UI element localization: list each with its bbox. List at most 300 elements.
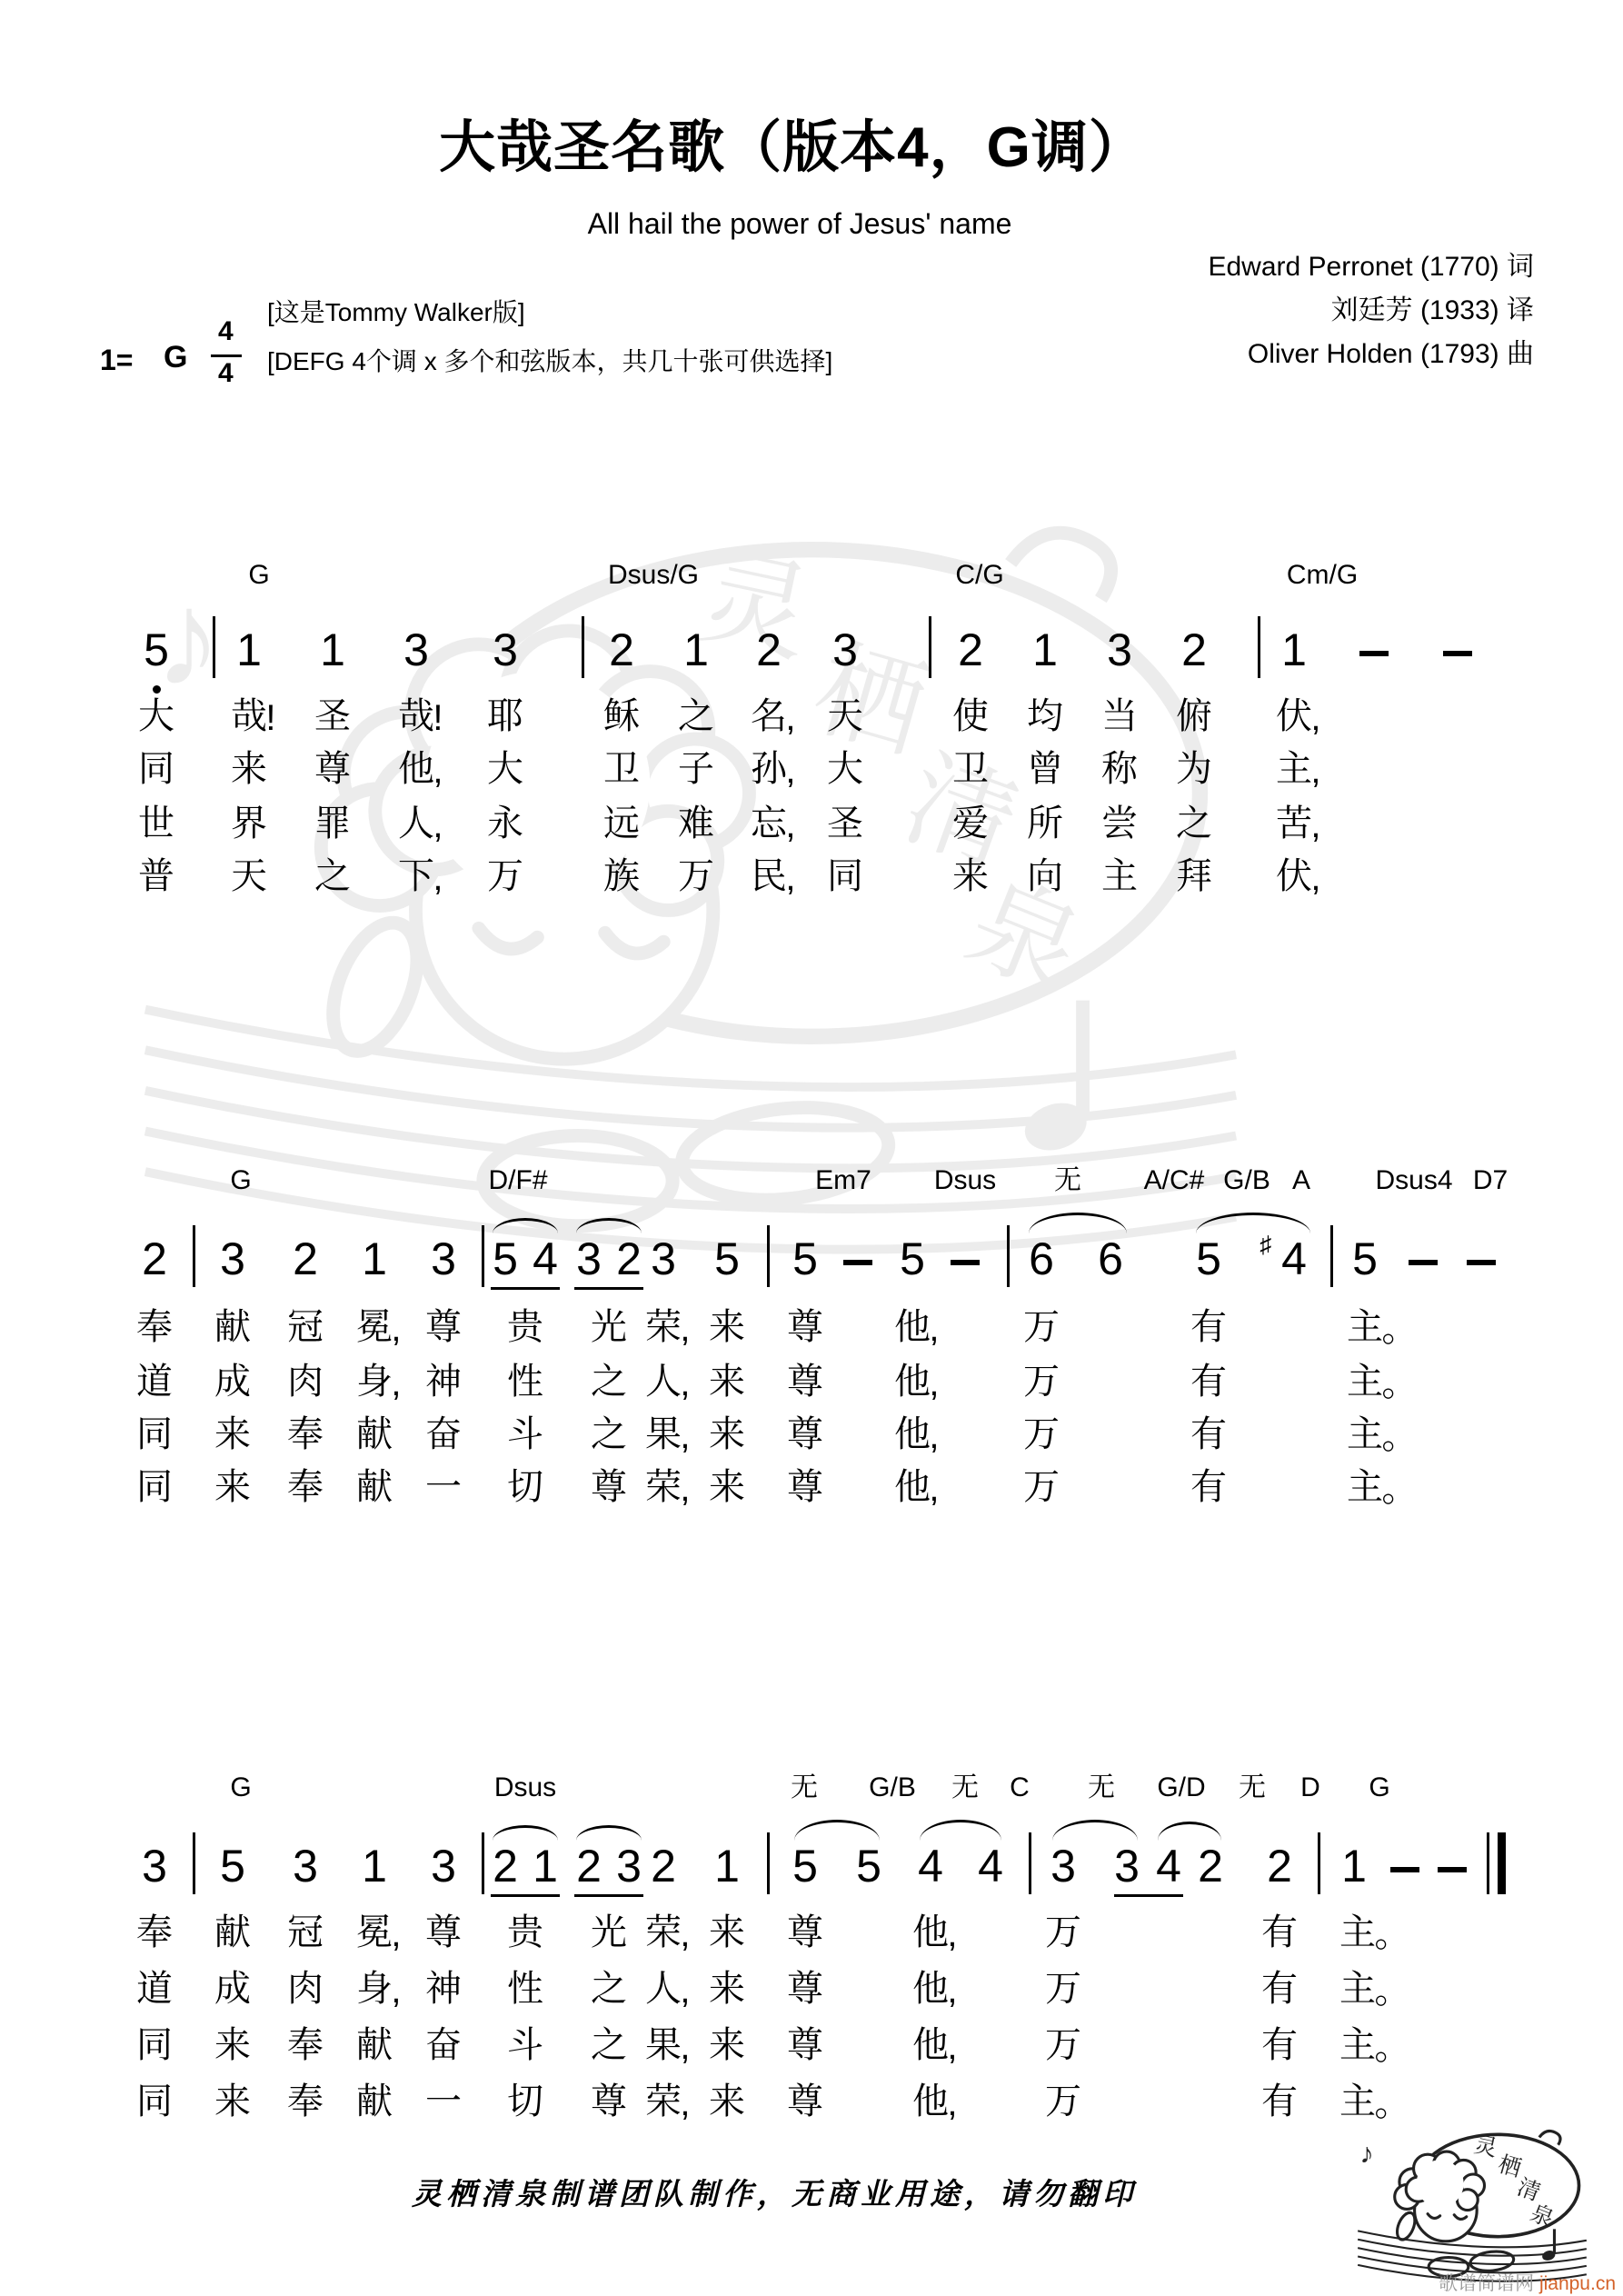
chord-label: Dsus/G bbox=[607, 560, 700, 590]
lyric-char bbox=[645, 2081, 691, 2123]
eighth-beam-underline bbox=[574, 1287, 643, 1290]
lyric-char-glyph: 尊 bbox=[787, 1912, 823, 1952]
lyric-char-glyph: 斗 bbox=[507, 2025, 543, 2065]
barline bbox=[213, 616, 215, 678]
barline bbox=[193, 1832, 195, 1894]
note-digit: ♯ 4 bbox=[1260, 1231, 1307, 1284]
lyric-char-glyph: 之 bbox=[591, 1362, 627, 1402]
lyric-char bbox=[138, 805, 174, 842]
lyric-char bbox=[603, 698, 640, 734]
lyric-char bbox=[231, 805, 267, 842]
lyric-punctuation: , bbox=[680, 1971, 691, 2011]
watermark-domain: jianpu.cn bbox=[1538, 2273, 1616, 2294]
lyric-char bbox=[487, 805, 523, 842]
lyric-char-glyph: 普 bbox=[138, 856, 174, 896]
lyric-char bbox=[678, 858, 714, 894]
lyric-char bbox=[398, 804, 443, 845]
lyric-char bbox=[356, 1469, 393, 1505]
lyric-char-glyph: 尊 bbox=[787, 2025, 823, 2065]
lyric-char-glyph: 族 bbox=[603, 856, 640, 896]
lyric-punctuation: , bbox=[391, 1363, 402, 1403]
note-digit: 3 bbox=[616, 1841, 642, 1892]
lyric-char bbox=[1339, 2025, 1411, 2067]
lyric-char-glyph: 切 bbox=[507, 1467, 543, 1507]
lyric-char-glyph: 一 bbox=[425, 2081, 462, 2121]
lyric-char-glyph: 忘 bbox=[751, 804, 787, 844]
lyric-char bbox=[1190, 1363, 1227, 1400]
key-signature-prefix: 1= bbox=[100, 344, 134, 376]
lyric-char-glyph: 贵 bbox=[507, 1307, 543, 1347]
lyric-char-glyph: 荣 bbox=[645, 1467, 682, 1507]
lyric-char bbox=[1261, 1914, 1298, 1951]
lyric-char bbox=[952, 805, 989, 842]
lyric-char-glyph: 尊 bbox=[787, 1969, 823, 2009]
lyric-char-glyph: 之 bbox=[1176, 804, 1212, 844]
lyric-punctuation: , bbox=[680, 2027, 691, 2067]
lyric-char-glyph: 有 bbox=[1190, 1414, 1227, 1454]
lyric-char-glyph: 身 bbox=[356, 1969, 393, 2009]
lyric-char-glyph: 荣 bbox=[645, 1307, 682, 1347]
lyric-char-glyph: 苦 bbox=[1276, 804, 1312, 844]
eighth-beam-underline bbox=[491, 1894, 560, 1897]
note-digit: 3 bbox=[431, 1841, 456, 1892]
lyric-char bbox=[678, 698, 714, 734]
lyric-char bbox=[751, 696, 796, 738]
lyric-char-glyph: 有 bbox=[1190, 1307, 1227, 1347]
lyric-char bbox=[1176, 858, 1212, 894]
lyric-char bbox=[1176, 698, 1212, 734]
lyric-char-glyph: 冠 bbox=[287, 1912, 324, 1952]
lyric-char bbox=[1176, 751, 1212, 787]
lyric-char bbox=[214, 2027, 251, 2063]
lyric-char bbox=[591, 1309, 627, 1345]
version-note: [这是Tommy Walker版] bbox=[267, 298, 525, 326]
lyric-char-glyph: 万 bbox=[1045, 1912, 1081, 1952]
note-digit: 2 bbox=[609, 624, 634, 675]
lyric-char bbox=[1190, 1469, 1227, 1505]
lyric-char bbox=[425, 2083, 462, 2120]
lyric-char bbox=[591, 1416, 627, 1452]
lyric-char bbox=[356, 1307, 402, 1349]
lyric-punctuation: , bbox=[785, 751, 796, 791]
lyric-char bbox=[645, 1307, 691, 1349]
chord-label: Dsus bbox=[493, 1772, 557, 1802]
lyric-char-glyph: 来 bbox=[231, 749, 267, 789]
lyric-char bbox=[751, 749, 796, 791]
lyric-char bbox=[1045, 1971, 1081, 2007]
lyric-char bbox=[645, 1467, 691, 1509]
lyric-char bbox=[136, 1309, 173, 1345]
lyric-char bbox=[709, 2027, 745, 2063]
slur-tie-arc bbox=[1158, 1822, 1221, 1841]
note-digit: 3 bbox=[431, 1233, 456, 1284]
lyric-char bbox=[645, 2025, 691, 2067]
lyric-char-glyph: 果 bbox=[645, 1414, 682, 1454]
lyric-char bbox=[1347, 1414, 1419, 1456]
lyric-char-glyph: 冕 bbox=[356, 1912, 393, 1952]
lyric-char-glyph: 献 bbox=[356, 1414, 393, 1454]
chord-label: 无 bbox=[951, 1772, 979, 1802]
lyric-char-glyph: 他 bbox=[894, 1414, 931, 1454]
lyric-punctuation: , bbox=[1310, 698, 1321, 738]
lyric-char-glyph: 远 bbox=[603, 804, 640, 844]
note-digit: 2 bbox=[493, 1841, 518, 1892]
lyric-punctuation: , bbox=[947, 2083, 958, 2123]
lyric-char-glyph: 来 bbox=[709, 1414, 745, 1454]
lyric-char-glyph: 主 bbox=[1339, 1969, 1376, 2009]
lyric-char-glyph: 性 bbox=[507, 1969, 543, 2009]
lyric-char bbox=[398, 696, 443, 738]
lyric-char-glyph: 荣 bbox=[645, 2081, 682, 2121]
chord-label: C bbox=[1010, 1772, 1030, 1802]
page-title: 大哉圣名歌（版本4，G调） bbox=[439, 116, 1146, 179]
note-digit: 2 bbox=[616, 1233, 642, 1284]
lyric-char-glyph: 有 bbox=[1261, 1969, 1298, 2009]
note-digit: 3 bbox=[293, 1841, 318, 1892]
note-digit: 3 bbox=[832, 624, 858, 675]
lyric-char bbox=[751, 804, 796, 845]
lyric-char bbox=[231, 858, 267, 894]
lyric-char-glyph: 万 bbox=[1045, 1969, 1081, 2009]
chord-label: G/B bbox=[1223, 1165, 1270, 1195]
lyric-char-glyph: 他 bbox=[912, 2081, 949, 2121]
lyric-char-glyph: 卫 bbox=[603, 749, 640, 789]
lyric-char bbox=[507, 1416, 543, 1452]
lyric-char-glyph: 为 bbox=[1176, 749, 1212, 789]
lyric-char-glyph: 主 bbox=[1339, 2025, 1376, 2065]
lyric-punctuation: , bbox=[947, 1914, 958, 1954]
lyric-punctuation: , bbox=[785, 698, 796, 738]
lyric-char-glyph: 圣 bbox=[314, 696, 351, 736]
lyric-char-glyph: 伏 bbox=[1276, 856, 1312, 896]
note-digit: 1 bbox=[1341, 1841, 1367, 1892]
sheep-logo bbox=[1354, 2127, 1590, 2292]
barline bbox=[482, 1832, 484, 1894]
lyric-punctuation: , bbox=[785, 858, 796, 898]
barline bbox=[1029, 1832, 1031, 1894]
lyric-char bbox=[591, 2027, 627, 2063]
barline bbox=[767, 1225, 770, 1287]
lyric-char-glyph: 有 bbox=[1261, 2025, 1298, 2065]
duration-dash bbox=[1438, 1867, 1467, 1872]
note-digit: 3 bbox=[403, 624, 429, 675]
lyric-char bbox=[136, 1416, 173, 1452]
lyric-char-glyph: 主 bbox=[1347, 1307, 1383, 1347]
lyric-char-glyph: 万 bbox=[1023, 1414, 1060, 1454]
lyric-char bbox=[1101, 751, 1138, 787]
lyric-char bbox=[952, 751, 989, 787]
lyric-char bbox=[678, 751, 714, 787]
lyric-char bbox=[1045, 2083, 1081, 2120]
lyric-char-glyph: 大 bbox=[487, 749, 523, 789]
lyric-punctuation: 。 bbox=[1374, 2083, 1411, 2123]
note-digit: 5 bbox=[220, 1841, 245, 1892]
lyric-char-glyph: 成 bbox=[214, 1362, 251, 1402]
lyric-char bbox=[1276, 749, 1321, 791]
lyric-char-glyph: 贵 bbox=[507, 1912, 543, 1952]
lyric-char bbox=[912, 2081, 958, 2123]
chord-label: Cm/G bbox=[1286, 560, 1359, 590]
slur-tie-arc bbox=[920, 1820, 1001, 1841]
slur-tie-arc bbox=[493, 1825, 558, 1841]
note-digit: 5 bbox=[792, 1233, 818, 1284]
chord-label: 无 bbox=[1088, 1772, 1115, 1802]
barline bbox=[193, 1225, 195, 1287]
lyric-char-glyph: 大 bbox=[138, 696, 174, 736]
lyric-punctuation: 。 bbox=[1374, 2027, 1411, 2067]
lyric-char-glyph: 难 bbox=[678, 804, 714, 844]
lyric-punctuation: , bbox=[391, 1971, 402, 2011]
lyric-char-glyph: 人 bbox=[398, 804, 434, 844]
note-digit: 5 bbox=[856, 1841, 881, 1892]
barline bbox=[582, 616, 584, 678]
lyric-char bbox=[894, 1307, 940, 1349]
lyric-char-glyph: 献 bbox=[214, 1912, 251, 1952]
credit-translator: 刘廷芳 (1933) 译 bbox=[1330, 295, 1534, 325]
lyric-char bbox=[136, 1363, 173, 1400]
lyric-char-glyph: 尊 bbox=[787, 2081, 823, 2121]
lyric-char-glyph: 主 bbox=[1339, 2081, 1376, 2121]
slur-tie-arc bbox=[794, 1820, 880, 1841]
lyric-char bbox=[425, 1416, 462, 1452]
lyric-char bbox=[1101, 858, 1138, 894]
lyric-punctuation: 。 bbox=[1374, 1914, 1411, 1954]
site-watermark bbox=[1439, 2269, 1616, 2296]
lyric-char-glyph: 切 bbox=[507, 2081, 543, 2121]
lyric-char-glyph: 他 bbox=[894, 1467, 931, 1507]
lyric-char bbox=[1339, 1969, 1411, 2011]
note-digit: 1 bbox=[320, 624, 345, 675]
lyric-char bbox=[591, 1971, 627, 2007]
note-digit: 1 bbox=[362, 1233, 387, 1284]
lyric-char bbox=[1190, 1416, 1227, 1452]
lyric-char bbox=[787, 1309, 823, 1345]
lyric-char-glyph: 均 bbox=[1027, 696, 1063, 736]
lyric-char bbox=[425, 1469, 462, 1505]
lyric-char bbox=[136, 2083, 173, 2120]
lyric-char bbox=[136, 2027, 173, 2063]
lyric-char-glyph: 道 bbox=[136, 1362, 173, 1402]
slur-tie-arc bbox=[1029, 1213, 1127, 1233]
lyric-char bbox=[952, 858, 989, 894]
chord-label: G/D bbox=[1157, 1772, 1206, 1802]
lyric-char bbox=[398, 856, 443, 898]
eighth-beam-underline bbox=[1114, 1894, 1183, 1897]
lyric-punctuation: , bbox=[929, 1469, 940, 1509]
lyric-punctuation: , bbox=[433, 805, 443, 845]
lyric-char bbox=[912, 2025, 958, 2067]
note-digit: 3 bbox=[1050, 1841, 1076, 1892]
lyric-char-glyph: 当 bbox=[1101, 696, 1138, 736]
chord-label: 无 bbox=[791, 1772, 818, 1802]
lyric-punctuation: , bbox=[929, 1363, 940, 1403]
lyric-punctuation: 。 bbox=[1374, 1971, 1411, 2011]
note-digit: 1 bbox=[1032, 624, 1058, 675]
lyric-punctuation: , bbox=[785, 805, 796, 845]
lyric-punctuation: , bbox=[947, 2027, 958, 2067]
note-digit: 3 bbox=[651, 1233, 676, 1284]
lyric-char bbox=[287, 1914, 324, 1951]
lyric-char bbox=[1339, 2081, 1411, 2123]
lyric-char bbox=[507, 2083, 543, 2120]
duration-dash bbox=[1359, 651, 1389, 656]
lyric-char bbox=[214, 1309, 251, 1345]
lyric-char bbox=[912, 1969, 958, 2011]
lyric-char-glyph: 来 bbox=[214, 2081, 251, 2121]
lyric-char bbox=[645, 1362, 691, 1403]
lyric-char bbox=[136, 1914, 173, 1951]
watermark-site: 歌谱简谱网 bbox=[1439, 2273, 1535, 2294]
lyric-char bbox=[591, 1914, 627, 1951]
lyric-punctuation: ! bbox=[433, 698, 443, 738]
lyric-punctuation: ! bbox=[265, 698, 276, 738]
note-digit: 3 bbox=[142, 1841, 167, 1892]
lyric-punctuation: , bbox=[1310, 805, 1321, 845]
lyric-char-glyph: 万 bbox=[678, 856, 714, 896]
lyric-char bbox=[507, 1309, 543, 1345]
lyric-char bbox=[398, 749, 443, 791]
lyric-char-glyph: 来 bbox=[709, 1912, 745, 1952]
lyric-char bbox=[787, 2027, 823, 2063]
note-digit: 4 bbox=[978, 1841, 1003, 1892]
lyric-char-glyph: 爱 bbox=[952, 804, 989, 844]
lyric-char-glyph: 他 bbox=[912, 1969, 949, 2009]
lyric-char-glyph: 曾 bbox=[1027, 749, 1063, 789]
lyric-char-glyph: 名 bbox=[751, 696, 787, 736]
lyric-char bbox=[912, 1912, 958, 1954]
chord-label: Dsus4 bbox=[1375, 1165, 1453, 1195]
lyric-char bbox=[1176, 805, 1212, 842]
lyric-char-glyph: 献 bbox=[214, 1307, 251, 1347]
lyric-punctuation: , bbox=[929, 1416, 940, 1456]
lyric-char bbox=[709, 1469, 745, 1505]
lyric-char bbox=[507, 1971, 543, 2007]
lyric-char-glyph: 性 bbox=[507, 1362, 543, 1402]
lyric-char bbox=[356, 1912, 402, 1954]
lyric-char-glyph: 奉 bbox=[287, 1414, 324, 1454]
lyric-char-glyph: 哉 bbox=[398, 696, 434, 736]
lyric-char bbox=[827, 805, 863, 842]
lyric-char bbox=[894, 1362, 940, 1403]
lyric-char-glyph: 民 bbox=[751, 856, 787, 896]
lyric-char-glyph: 成 bbox=[214, 1969, 251, 2009]
chord-label: 无 bbox=[1239, 1772, 1266, 1802]
lyric-char-glyph: 有 bbox=[1190, 1362, 1227, 1402]
lyric-char-glyph: 他 bbox=[894, 1307, 931, 1347]
lyric-char-glyph: 圣 bbox=[827, 804, 863, 844]
lyric-char bbox=[787, 1914, 823, 1951]
lyric-char bbox=[709, 1363, 745, 1400]
lyric-char bbox=[591, 1363, 627, 1400]
lyric-char-glyph: 拜 bbox=[1176, 856, 1212, 896]
lyric-char bbox=[425, 1363, 462, 1400]
barline bbox=[1258, 616, 1260, 678]
note-digit: 4 bbox=[533, 1233, 558, 1284]
lyric-char-glyph: 同 bbox=[136, 2025, 173, 2065]
chord-label: A/C# bbox=[1143, 1165, 1205, 1195]
lyric-char-glyph: 同 bbox=[136, 2081, 173, 2121]
lyric-char-glyph: 人 bbox=[645, 1969, 682, 2009]
lyric-char bbox=[787, 1469, 823, 1505]
lyric-char-glyph: 奉 bbox=[136, 1307, 173, 1347]
lyric-char bbox=[507, 2027, 543, 2063]
lyric-char bbox=[1023, 1416, 1060, 1452]
lyric-char-glyph: 他 bbox=[912, 2025, 949, 2065]
lyric-char-glyph: 冠 bbox=[287, 1307, 324, 1347]
chord-label: Dsus bbox=[933, 1165, 997, 1195]
note-digit: 2 bbox=[756, 624, 782, 675]
selection-note: [DEFG 4个调 x 多个和弦版本，共几十张可供选择] bbox=[267, 347, 833, 375]
lyric-char-glyph: 肉 bbox=[287, 1969, 324, 2009]
lyric-char bbox=[894, 1414, 940, 1456]
slur-tie-arc bbox=[1052, 1820, 1138, 1841]
lyric-char-glyph: 主 bbox=[1339, 1912, 1376, 1952]
note-digit: 5 bbox=[792, 1841, 818, 1892]
lyric-char bbox=[709, 1971, 745, 2007]
note-digit: 2 bbox=[1267, 1841, 1292, 1892]
chord-label: D bbox=[1300, 1772, 1320, 1802]
lyric-char-glyph: 光 bbox=[591, 1912, 627, 1952]
lyric-char bbox=[787, 2083, 823, 2120]
lyric-char bbox=[709, 1416, 745, 1452]
lyric-char bbox=[138, 858, 174, 894]
lyric-char-glyph: 他 bbox=[398, 749, 434, 789]
lyric-char-glyph: 同 bbox=[136, 1467, 173, 1507]
lyric-char bbox=[1347, 1467, 1419, 1509]
lyric-char bbox=[1023, 1363, 1060, 1400]
lyric-char bbox=[1190, 1309, 1227, 1345]
lyric-char bbox=[314, 751, 351, 787]
lyric-char-glyph: 之 bbox=[591, 1969, 627, 2009]
lyric-char bbox=[1261, 1971, 1298, 2007]
lyric-char bbox=[507, 1469, 543, 1505]
lyric-char-glyph: 哉 bbox=[231, 696, 267, 736]
chord-label: 无 bbox=[1054, 1165, 1081, 1195]
sharp-accidental: ♯ bbox=[1260, 1231, 1272, 1258]
lyric-char-glyph: 尊 bbox=[425, 1912, 462, 1952]
lyric-char bbox=[603, 751, 640, 787]
lyric-char-glyph: 斗 bbox=[507, 1414, 543, 1454]
lyric-char bbox=[231, 751, 267, 787]
lyric-char-glyph: 献 bbox=[356, 2081, 393, 2121]
note-digit: 1 bbox=[533, 1841, 558, 1892]
lyric-char bbox=[231, 696, 276, 738]
lyric-punctuation: , bbox=[680, 1309, 691, 1349]
note-digit: 3 bbox=[1114, 1841, 1140, 1892]
duration-dash bbox=[951, 1260, 980, 1265]
lyric-punctuation: , bbox=[1310, 751, 1321, 791]
lyric-char-glyph: 他 bbox=[912, 1912, 949, 1952]
chord-label: A bbox=[1291, 1165, 1311, 1195]
lyric-char-glyph: 奉 bbox=[136, 1912, 173, 1952]
lyric-char-glyph: 奉 bbox=[287, 1467, 324, 1507]
lyric-char-glyph: 肉 bbox=[287, 1362, 324, 1402]
lyric-char bbox=[827, 751, 863, 787]
lyric-char bbox=[287, 1971, 324, 2007]
duration-dash bbox=[843, 1260, 872, 1265]
chord-label: D7 bbox=[1472, 1165, 1508, 1195]
lyric-char bbox=[356, 2083, 393, 2120]
time-signature-denominator: 4 bbox=[218, 358, 234, 388]
credit-lyricist: Edward Perronet (1770) 词 bbox=[1208, 252, 1534, 282]
lyric-char-glyph: 尊 bbox=[314, 749, 351, 789]
lyric-char-glyph: 主 bbox=[1347, 1414, 1383, 1454]
note-digit: 5 bbox=[714, 1233, 740, 1284]
slur-tie-arc bbox=[576, 1218, 642, 1233]
note-digit: 2 bbox=[958, 624, 983, 675]
duration-dash bbox=[1390, 1867, 1419, 1872]
chord-label: Em7 bbox=[815, 1165, 871, 1195]
